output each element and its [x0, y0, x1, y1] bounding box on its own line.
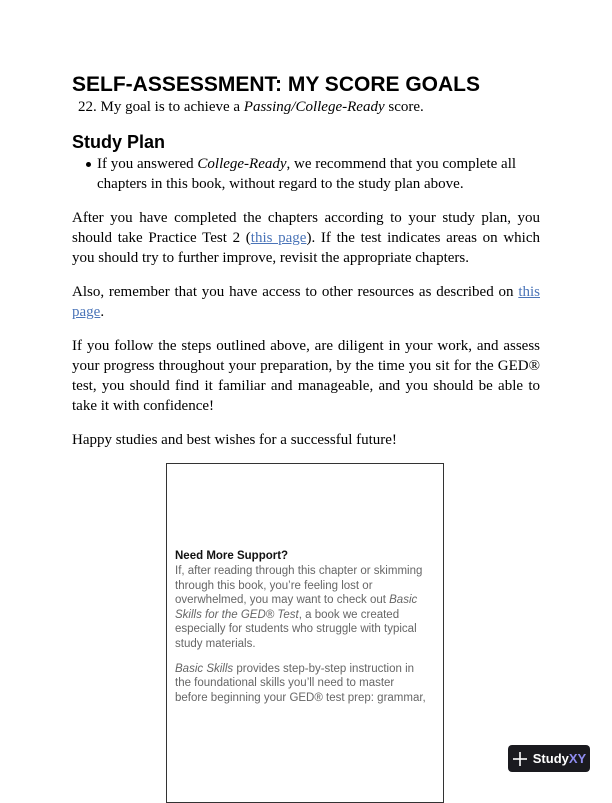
studyxy-badge[interactable] [508, 745, 590, 772]
support-book-short-title: Basic Skills [175, 662, 234, 675]
paragraph-text-end: . [100, 304, 105, 320]
score-goal [78, 99, 424, 116]
support-text-2: provides step-by-step instruction in the foundational skills you’ll need to master before beginning your GED® test prep: grammar, [175, 662, 426, 704]
support-sidebar-box [166, 463, 444, 803]
paragraph-text-end: ). If the test indicates areas on which you should try to further improve, revisit the appropriate chapters. [72, 230, 540, 266]
support-box-text [175, 564, 427, 652]
page-title: SELF-ASSESSMENT: MY SCORE GOALS [72, 73, 480, 96]
study-plan-bullet [97, 154, 537, 194]
paragraph-text: After you have completed the chapters according to your study plan, you should take Practice Test 2 ( [72, 210, 540, 246]
badge-xy-text: XY [568, 751, 587, 766]
paragraph-text: Also, remember that you have access to other resources as described on [72, 284, 519, 300]
support-book-title: Basic Skills for the GED® Test [175, 594, 418, 621]
practice-test-link[interactable]: this page [250, 230, 307, 246]
paragraph-closing: Happy studies and best wishes for a successful future! [72, 432, 397, 448]
paragraph-progress: If you follow the steps outlined above, are diligent in your work, and assess your progress throughout your preparation, by the time you sit for the GED® test, you should find it familiar and manageable, and you should be able to take it with confidence! [72, 338, 540, 414]
badge-study-text: Study [532, 751, 569, 766]
goal-number: 22. [78, 99, 97, 115]
goal-emphasis: Passing/College-Ready [243, 99, 385, 115]
support-text-end: , a book we created especially for students who struggle with typical study materials. [175, 608, 417, 650]
support-box-title: Need More Support? [175, 550, 289, 562]
support-text: If, after reading through this chapter or skimming through this book, you’re feeling lost or overwhelmed, you may want to check out [175, 565, 423, 607]
resources-link[interactable]: this page [72, 284, 540, 320]
goal-text: My goal is to achieve a [96, 99, 244, 115]
bullet-text: If you answered [97, 156, 198, 172]
plus-cross-icon [512, 751, 528, 767]
badge-brand [533, 751, 586, 766]
paragraph-resources [72, 282, 540, 322]
goal-text-end: score. [384, 99, 424, 115]
bullet-text-end: , we recommend that you complete all chapters in this book, without regard to the study plan above. [97, 156, 517, 192]
support-box-text-2 [175, 662, 427, 706]
study-plan-heading: Study Plan [72, 132, 166, 152]
bullet-emphasis: College-Ready [197, 156, 287, 172]
paragraph-practice-test [72, 208, 540, 268]
